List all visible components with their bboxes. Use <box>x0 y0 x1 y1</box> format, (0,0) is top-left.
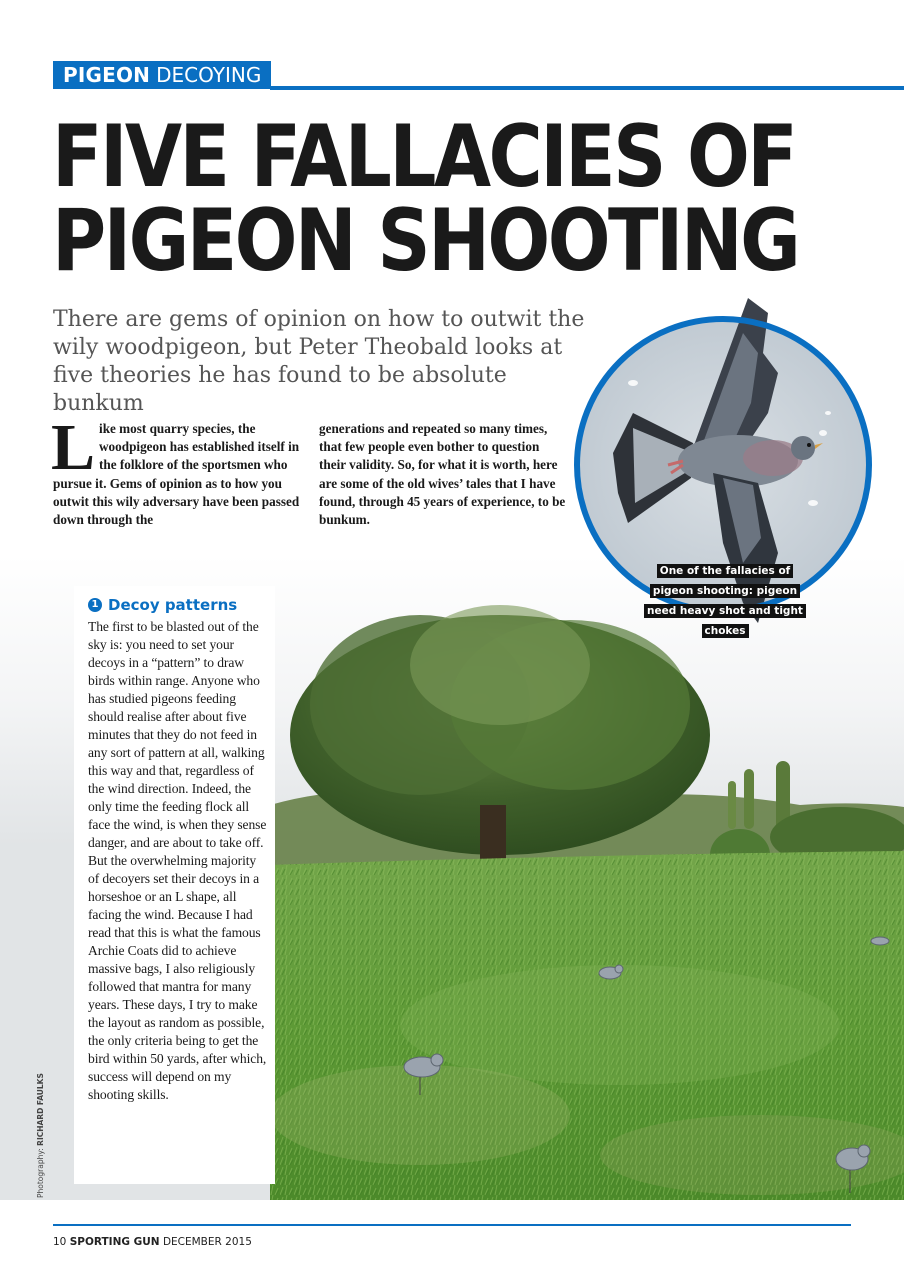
body-text-box <box>74 586 275 1184</box>
section-heading <box>88 596 269 614</box>
inset-caption <box>640 561 810 641</box>
section-tag-light: DECOYING <box>156 63 262 87</box>
section-heading-text: Decoy patterns <box>108 596 238 614</box>
issue-date: DECEMBER 2015 <box>162 1236 252 1248</box>
standfirst: There are gems of opinion on how to outwit the wily woodpigeon, but Peter Theobald looks at five theories he has found to be absolute bunkum <box>53 307 585 416</box>
photo-credit <box>36 1073 48 1198</box>
footer <box>53 1236 252 1248</box>
drop-cap: L <box>51 411 96 484</box>
intro-column-1-text: ike most quarry species, the woodpigeon has established itself in the folklore of the sportsmen who pursue it. Gems of opinion as to how you outwit this wily adversary have been passed down through the <box>53 421 300 528</box>
footer-rule <box>53 1224 851 1226</box>
section-rule <box>270 86 904 90</box>
magazine-name: SPORTING GUN <box>69 1236 160 1248</box>
page-number: 10 <box>53 1236 67 1248</box>
section-number-badge: 1 <box>88 598 102 612</box>
photo-credit-label: Photography: <box>36 1148 45 1198</box>
headline-line-1: FIVE FALLACIES OF <box>52 107 796 207</box>
headline-line-2: PIGEON SHOOTING <box>52 191 799 291</box>
headline <box>52 107 799 291</box>
photo-credit-name: RICHARD FAULKS <box>36 1073 45 1146</box>
section-tag <box>53 61 271 89</box>
intro-column-2: generations and repeated so many times, that few people even bother to question their validity. So, for what it is worth, here are some of the old wives’ tales that I have found, through 45 years of experience, to be bunkum. <box>319 421 566 528</box>
section-body: The first to be blasted out of the sky is: you need to set your decoys in a “pattern” to draw birds within range. Anyone who has studied pigeons feeding should realise after about five minutes that they do not feed in any sort of pattern at all, walking this way and that, regardless of the wind direction. Indeed, the only time the feeding flock all face the wind, is when they sense danger, and are about to take off. But the overwhelming majority of decoyers set their decoys in a horseshoe or an L shape, all facing the wind. Because I had read that this is what the famous Archie Coats did to achieve massive bags, I also religiously followed that mantra for many years. These days, I try to make the layout as random as possible, the only criteria being to get the bird within 50 yards, after which, success will depend on my shooting skills. <box>88 619 267 1102</box>
inset-caption-text: One of the fallacies of pigeon shooting: pigeon need heavy shot and tight chokes <box>644 564 806 638</box>
section-tag-strong: PIGEON <box>63 63 151 87</box>
intro-column-1 <box>51 411 303 529</box>
